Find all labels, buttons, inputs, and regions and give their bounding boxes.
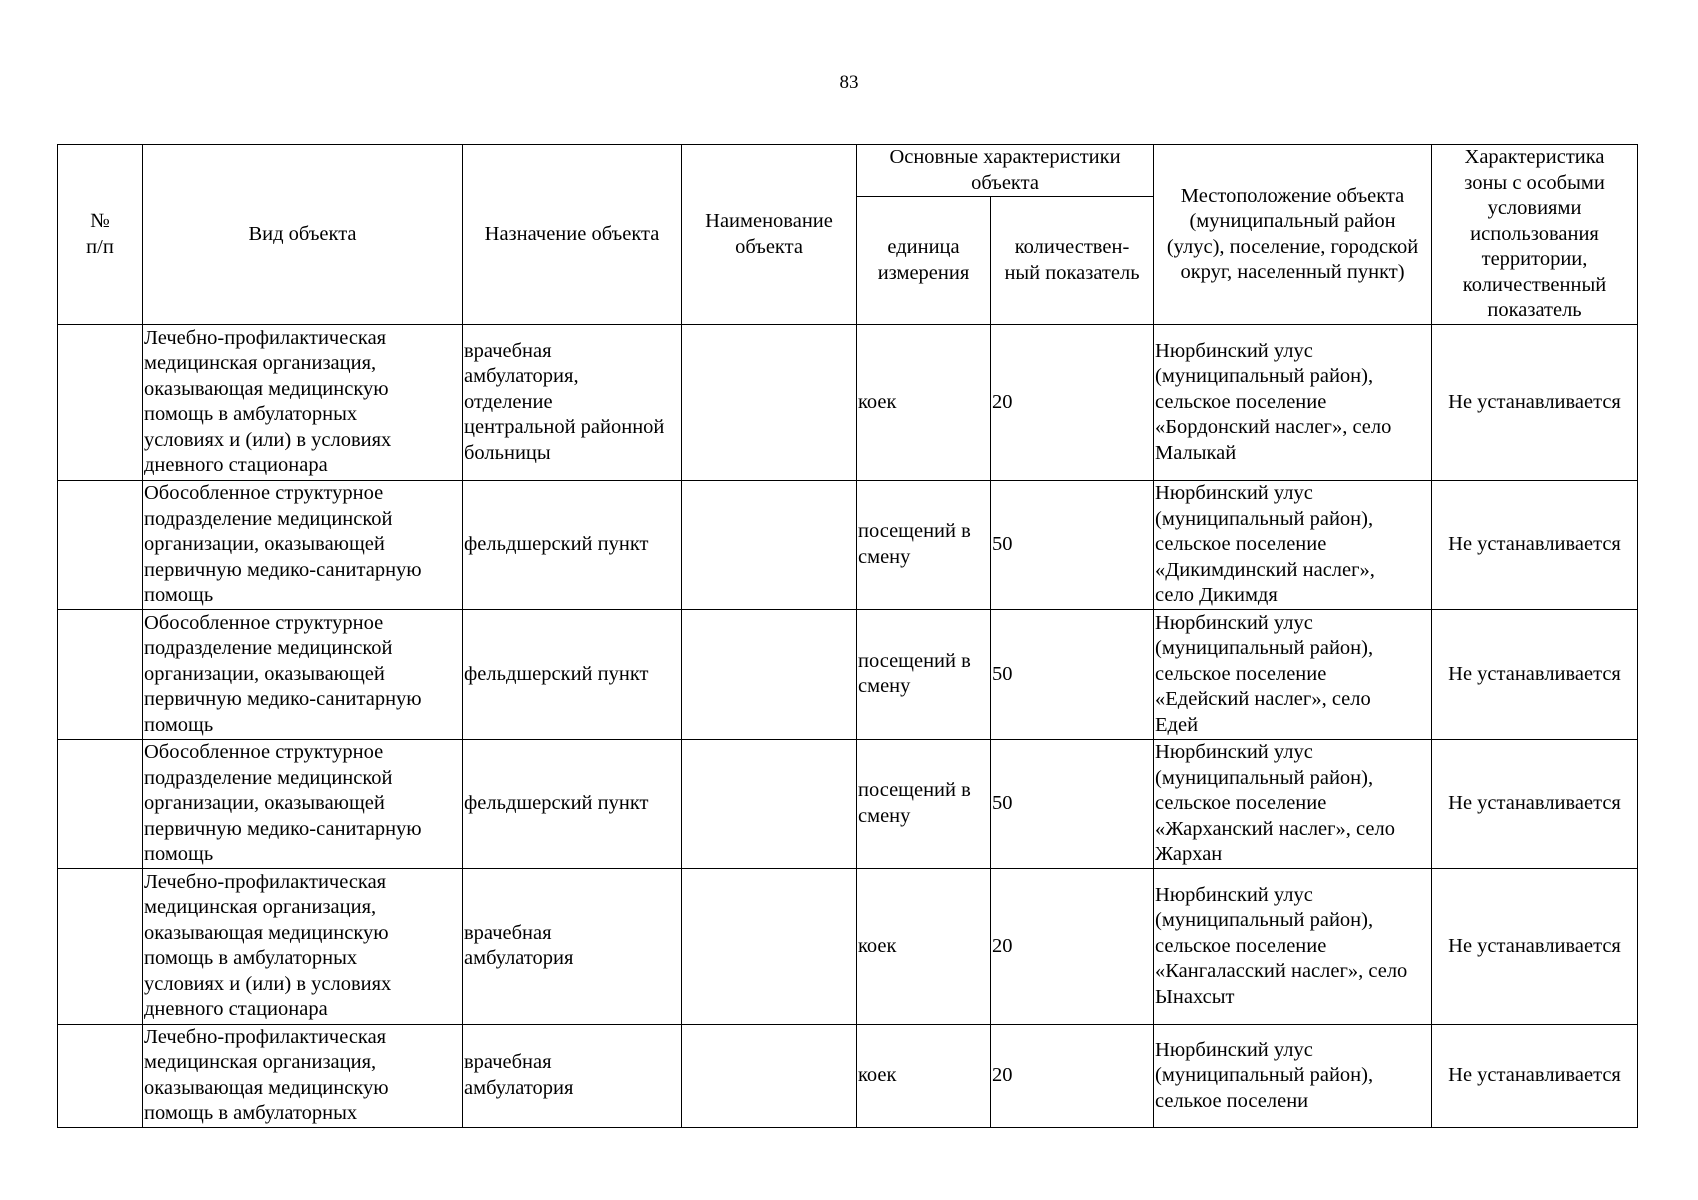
cell-quantity: 20 (991, 1024, 1154, 1127)
cell-zone: Не устанавливается (1432, 325, 1638, 481)
header-quantity: количествен- ный показатель (991, 197, 1154, 325)
cell-object-name (682, 610, 857, 739)
cell-object-name (682, 325, 857, 481)
cell-zone: Не устанавливается (1432, 1024, 1638, 1127)
header-object-name: Наименование объекта (682, 145, 857, 325)
cell-num (58, 868, 143, 1024)
cell-num (58, 739, 143, 868)
table-row (58, 325, 1638, 481)
cell-object-type: Лечебно-профилактическая медицинская организация, оказывающая медицинскую помощь в амбулаторных условиях и (или) в условиях дневного стационара (143, 868, 463, 1024)
cell-location: Нюрбинский улус (муниципальный район), сельское поселение «Жарханский наслег», село Жархан (1154, 739, 1432, 868)
cell-quantity: 50 (991, 610, 1154, 739)
table-row (58, 610, 1638, 739)
cell-zone: Не устанавливается (1432, 480, 1638, 609)
page-number: 83 (839, 72, 859, 93)
cell-location: Нюрбинский улус (муниципальный район), сельское поселение «Бордонский наслег», село Малыкай (1154, 325, 1432, 481)
cell-unit: посещений в смену (857, 739, 991, 868)
table-row (58, 1024, 1638, 1127)
cell-object-purpose: фельдшерский пункт (463, 739, 682, 868)
cell-object-name (682, 868, 857, 1024)
cell-unit: коек (857, 325, 991, 481)
header-main-characteristics: Основные характеристики объекта (857, 145, 1154, 197)
cell-num (58, 480, 143, 609)
cell-unit: коек (857, 868, 991, 1024)
cell-location: Нюрбинский улус (муниципальный район), селькое поселени (1154, 1024, 1432, 1127)
header-zone: Характеристика зоны с особыми условиями использования территории, количественный показатель (1432, 145, 1638, 325)
cell-object-purpose: фельдшерский пункт (463, 610, 682, 739)
cell-zone: Не устанавливается (1432, 610, 1638, 739)
table-row (58, 868, 1638, 1024)
header-object-purpose: Назначение объекта (463, 145, 682, 325)
table-header (58, 145, 1638, 325)
objects-table (57, 144, 1638, 1128)
cell-quantity: 50 (991, 480, 1154, 609)
cell-object-type: Обособленное структурное подразделение медицинской организации, оказывающей первичную медико-санитарную помощь (143, 739, 463, 868)
cell-unit: посещений в смену (857, 480, 991, 609)
cell-zone: Не устанавливается (1432, 868, 1638, 1024)
header-object-type: Вид объекта (143, 145, 463, 325)
cell-unit: посещений в смену (857, 610, 991, 739)
cell-object-type: Лечебно-профилактическая медицинская организация, оказывающая медицинскую помощь в амбулаторных условиях и (или) в условиях дневного стационара (143, 325, 463, 481)
cell-object-name (682, 1024, 857, 1127)
header-num: № п/п (58, 145, 143, 325)
cell-object-purpose: врачебная амбулатория (463, 868, 682, 1024)
cell-num (58, 325, 143, 481)
cell-object-type: Обособленное структурное подразделение медицинской организации, оказывающей первичную медико-санитарную помощь (143, 610, 463, 739)
header-location: Местоположение объекта (муниципальный район (улус), поселение, городской округ, населенный пункт) (1154, 145, 1432, 325)
header-unit: единица измерения (857, 197, 991, 325)
cell-location: Нюрбинский улус (муниципальный район), сельское поселение «Кангаласский наслег», село Ынахсыт (1154, 868, 1432, 1024)
cell-object-name (682, 480, 857, 609)
table-row (58, 480, 1638, 609)
cell-num (58, 610, 143, 739)
table-body (58, 325, 1638, 1128)
table-row (58, 739, 1638, 868)
cell-object-type: Обособленное структурное подразделение медицинской организации, оказывающей первичную медико-санитарную помощь (143, 480, 463, 609)
cell-num (58, 1024, 143, 1127)
cell-quantity: 20 (991, 325, 1154, 481)
cell-quantity: 50 (991, 739, 1154, 868)
cell-unit: коек (857, 1024, 991, 1127)
cell-object-type: Лечебно-профилактическая медицинская организация, оказывающая медицинскую помощь в амбулаторных (143, 1024, 463, 1127)
cell-quantity: 20 (991, 868, 1154, 1024)
cell-object-purpose: врачебная амбулатория (463, 1024, 682, 1127)
cell-zone: Не устанавливается (1432, 739, 1638, 868)
cell-location: Нюрбинский улус (муниципальный район), сельское поселение «Едейский наслег», село Едей (1154, 610, 1432, 739)
cell-object-purpose: фельдшерский пункт (463, 480, 682, 609)
cell-object-name (682, 739, 857, 868)
cell-object-purpose: врачебная амбулатория, отделение центральной районной больницы (463, 325, 682, 481)
cell-location: Нюрбинский улус (муниципальный район), сельское поселение «Дикимдинский наслег», село Дикимдя (1154, 480, 1432, 609)
